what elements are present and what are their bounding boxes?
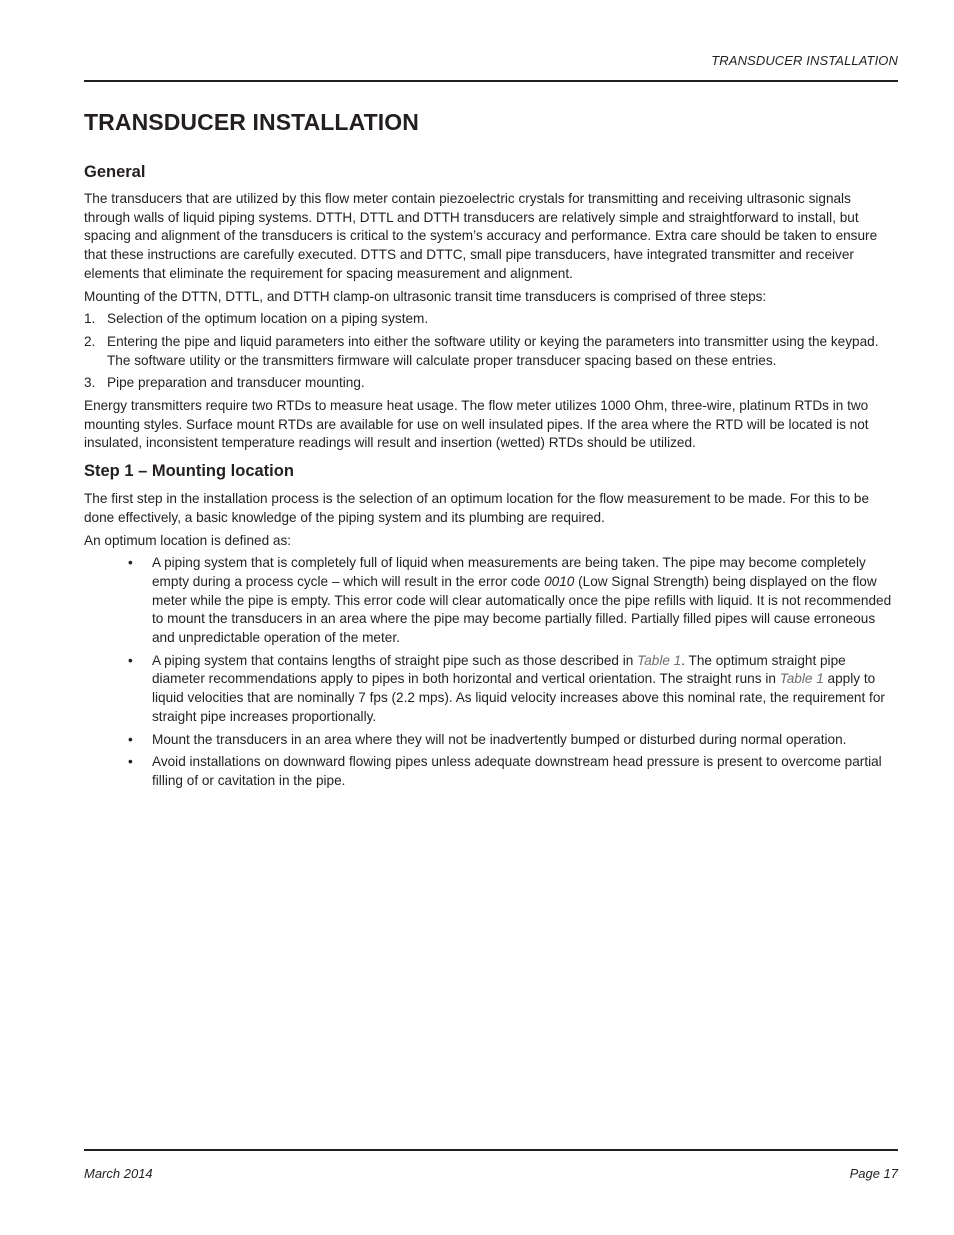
list-item: [84, 652, 898, 727]
list-item: [84, 374, 898, 393]
location-criteria-list: [84, 554, 898, 790]
list-item: [84, 333, 898, 370]
bullet-icon: •: [128, 652, 133, 668]
bullet-icon: •: [128, 754, 133, 770]
list-item-text: Selection of the optimum location on a piping system.: [107, 311, 429, 327]
list-item-text: Entering the pipe and liquid parameters into either the software utility or keying the parameters into transmitter using the keypad. The software utility or the transmitters firmware will calculate proper transducer spacing based on these entries.: [107, 333, 879, 368]
steps-list: [84, 310, 898, 393]
section-heading-step1: Step 1 – Mounting location: [84, 462, 294, 481]
text-run: A piping system that is completely full of liquid when measurements are being taken. The pipe may become completely empty during a process cycle – which will result in the error code: [152, 555, 866, 589]
error-code: 0010: [544, 573, 575, 589]
bullet-icon: •: [128, 555, 133, 571]
text-run: . The optimum straight pipe diameter recommendations apply to pipes in both horizontal and vertical orientation. The straight runs in: [152, 652, 846, 687]
page-title: TRANSDUCER INSTALLATION: [84, 109, 419, 135]
list-item-text: Pipe preparation and transducer mounting.: [107, 375, 365, 391]
list-item: [84, 310, 898, 329]
text-run: Avoid installations on downward flowing pipes unless adequate downstream head pressure is present to overcome partial filling of or cavitation in the pipe.: [152, 754, 882, 788]
text-run: Mount the transducers in an area where they will not be inadvertently bumped or disturbed during normal operation.: [152, 731, 847, 747]
running-header: TRANSDUCER INSTALLATION: [711, 53, 898, 68]
list-number: 2.: [84, 333, 96, 349]
section-heading-general: General: [84, 163, 146, 181]
paragraph: An optimum location is defined as:: [84, 532, 292, 548]
paragraph: Energy transmitters require two RTDs to measure heat usage. The flow meter utilizes 1000 Ohm, three-wire, platinum RTDs in two mounting styles. Surface mount RTDs are available for use on well insulated pipes. If the area where the RTD will be located is not insulated, inconsistent temperature readings will result and insertion (wetted) RTDs should be utilized.: [84, 398, 869, 451]
paragraph: Mounting of the DTTN, DTTL, and DTTH clamp-on ultrasonic transit time transducers is comprised of three steps:: [84, 288, 767, 304]
page-number: Page 17: [849, 1166, 898, 1181]
table-reference-link[interactable]: Table 1: [637, 652, 682, 668]
footer-date: March 2014: [84, 1166, 153, 1181]
text-run: (Low Signal Strength) being displayed on the flow meter while the pipe is empty. This error code will clear automatically once the pipe refills with liquid. It is not recommended to mount the transducers in an area where the pipe may become partially filled. Partially filled pipes will cause erroneous and unpredictable operation of the meter.: [152, 573, 892, 646]
list-item: [84, 554, 898, 648]
paragraph: The first step in the installation process is the selection of an optimum location for the flow measurement to be made. For this to be done effectively, a basic knowledge of the piping system and its plumbing are required.: [84, 491, 870, 525]
table-reference-link[interactable]: Table 1: [779, 671, 824, 687]
paragraph: The transducers that are utilized by this flow meter contain piezoelectric crystals for transmitting and receiving ultrasonic signals through walls of liquid piping systems. DTTH, DTTL and DTTH transducers are relatively simple and straightforward to install, but spacing and alignment of the transducers is critical to the system’s accuracy and performance. Extra care should be taken to ensure that these instructions are carefully executed. DTTS and DTTC, small pipe transducers, have integrated transmitter and receiver elements that eliminate the requirement for spacing measurement and alignment.: [84, 191, 878, 281]
list-item: [84, 753, 898, 790]
list-number: 3.: [84, 375, 96, 391]
page-content: [84, 104, 898, 795]
list-item: [84, 731, 898, 750]
bullet-icon: •: [128, 731, 133, 747]
header-rule: [84, 80, 898, 82]
list-number: 1.: [84, 311, 96, 327]
text-run: A piping system that contains lengths of straight pipe such as those described in: [152, 652, 638, 668]
text-run: apply to liquid velocities that are nominally 7 fps (2.2 mps). As liquid velocity increases above this nominal rate, the requirement for straight pipe increases proportionally.: [152, 671, 885, 724]
footer-rule: [84, 1149, 898, 1151]
